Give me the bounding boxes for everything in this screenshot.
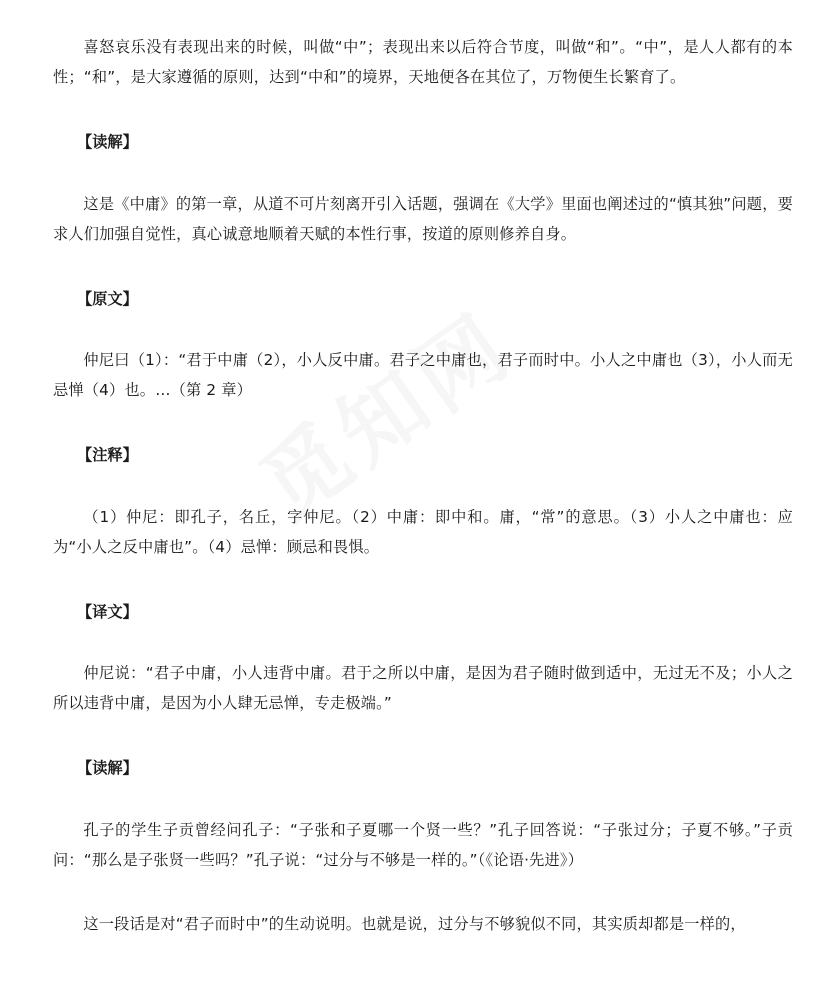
heading-dujie-1: 【读解】 (77, 133, 138, 151)
paragraph-zhonghe-definition: 喜怒哀乐没有表现出来的时候，叫做“中”；表现出来以后符合节度，叫做“和”。“中”，是人人都有的本性；“和”，是大家遵循的原则，达到“中和”的境界，天地便各在其位了，万物便生长繁育了。 (53, 38, 793, 86)
heading-yuanwen: 【原文】 (77, 290, 138, 308)
heading-dujie-2: 【读解】 (77, 759, 138, 777)
paragraph-translation: 仲尼说：“君子中庸，小人违背中庸。君于之所以中庸，是因为君子随时做到适中，无过无不及；小人之所以违背中庸，是因为小人肆无忌惮，专走极端。” (53, 664, 793, 712)
paragraph-zigong-question: 孔子的学生子贡曾经问孔子：“子张和子夏哪一个贤一些？”孔子回答说：“子张过分；子夏不够。”子贡问：“那么是子张贤一些吗？”孔子说：“过分与不够是一样的。”（《论语·先进》） (53, 821, 793, 869)
paragraph-original-text: 仲尼曰（1）：“君于中庸（2），小人反中庸。君子之中庸也，君子而时中。小人之中庸也（3），小人而无忌惮（4）也。…（第 2 章） (53, 351, 793, 399)
paragraph-chapter-one-reading: 这是《中庸》的第一章，从道不可片刻离开引入话题，强调在《大学》里面也阐述过的“慎其独”问题，要求人们加强自觉性，真心诚意地顺着天赋的本性行事，按道的原则修养自身。 (53, 195, 793, 243)
heading-zhushi: 【注释】 (77, 446, 138, 464)
paragraph-annotations: （1）仲尼：即孔子，名丘，字仲尼。（2）中庸：即中和。庸，“常”的意思。（3）小人之中庸也：应为“小人之反中庸也”。（4）忌惮：顾忌和畏惧。 (53, 508, 793, 556)
heading-yiwen: 【译文】 (77, 603, 138, 621)
paragraph-shizhong-explanation: 这一段话是对“君子而时中”的生动说明。也就是说，过分与不够貌似不同，其实质却都是一样的， (83, 915, 746, 933)
